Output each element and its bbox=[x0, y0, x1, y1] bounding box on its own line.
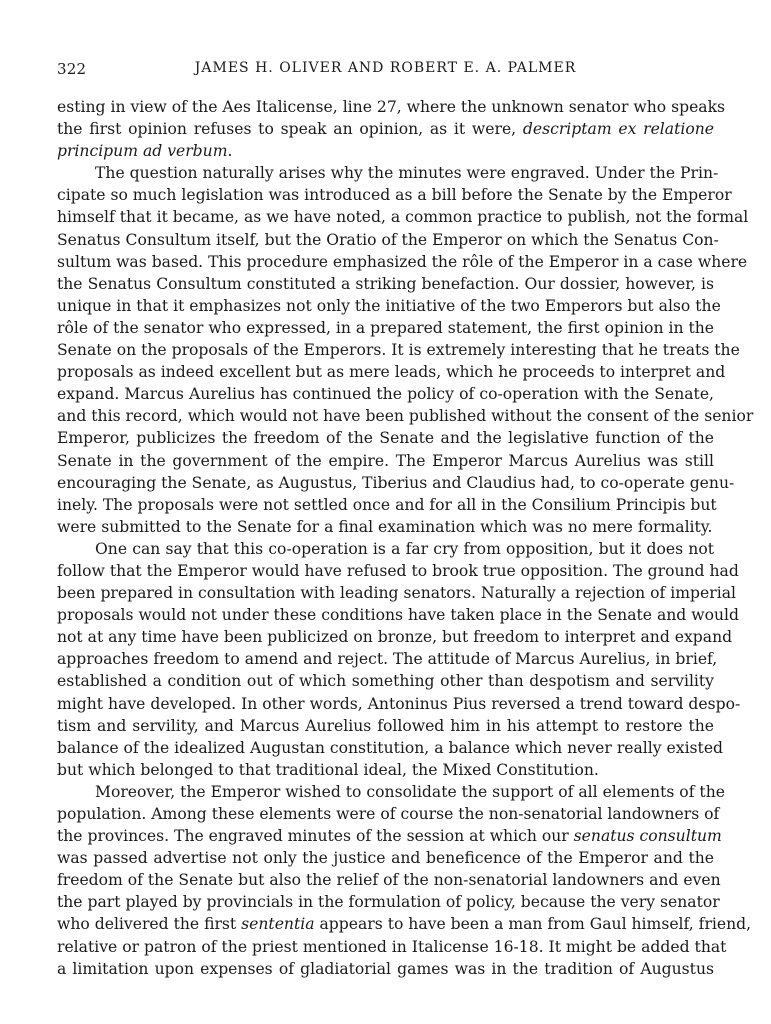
text-line: One can say that this co-operation is a far cry from opposition, but it does not bbox=[95, 539, 714, 558]
text-line: who delivered the first sententia appears to have been a man from Gaul himself, friend, bbox=[57, 915, 752, 934]
text-line: proposals would not under these conditions have taken place in the Senate and would bbox=[57, 606, 739, 625]
text-line: Moreover, the Emperor wished to consolidate the support of all elements of the bbox=[95, 782, 725, 801]
running-head: JAMES H. OLIVER AND ROBERT E. A. PALMER bbox=[194, 60, 577, 76]
text-line: was passed advertise not only the justice and beneficence of the Emperor and the bbox=[57, 849, 714, 868]
text-line: the Senatus Consultum constituted a striking benefaction. Our dossier, however, is bbox=[57, 274, 714, 293]
text-line: encouraging the Senate, as Augustus, Tiberius and Claudius had, to co-operate genu- bbox=[57, 473, 735, 492]
text-line: established a condition out of which something other than despotism and servility bbox=[57, 672, 714, 691]
text-line: been prepared in consultation with leading senators. Naturally a rejection of imperial bbox=[57, 584, 736, 603]
text-line: esting in view of the Aes Italicense, line 27, where the unknown senator who speaks bbox=[57, 98, 726, 116]
text-line: himself that it became, as we have noted, a common practice to publish, not the formal bbox=[57, 208, 749, 227]
text-line: balance of the idealized Augustan constitution, a balance which never really existed bbox=[57, 738, 724, 757]
text-line: The question naturally arises why the minutes were engraved. Under the Prin- bbox=[95, 164, 719, 183]
text-line: proposals as indeed excellent but as mere leads, which he proceeds to interpret and bbox=[57, 363, 726, 382]
text-line: unique in that it emphasizes not only the initiative of the two Emperors but also the bbox=[57, 296, 721, 315]
text-line: expand. Marcus Aurelius has continued the policy of co-operation with the Senate, bbox=[57, 385, 714, 404]
text-line: approaches freedom to amend and reject. The attitude of Marcus Aurelius, in brief, bbox=[57, 650, 718, 669]
text-line: sultum was based. This procedure emphasized the rôle of the Emperor in a case where bbox=[57, 252, 748, 271]
text-line: the part played by provincials in the formulation of policy, because the very senator bbox=[57, 893, 720, 912]
page-number: 322 bbox=[57, 60, 87, 78]
text-line: the provinces. The engraved minutes of the session at which our senatus consultum bbox=[57, 827, 722, 846]
text-line: follow that the Emperor would have refused to brook true opposition. The ground had bbox=[57, 561, 739, 580]
text-line: freedom of the Senate but also the relief of the non-senatorial landowners and even bbox=[57, 871, 721, 890]
text-line: population. Among these elements were of course the non-senatorial landowners of bbox=[57, 805, 720, 823]
text-line: and this record, which would not have been published without the consent of the senior bbox=[57, 407, 754, 426]
text-line: relative or patron of the priest mentioned in Italicense 16-18. It might be added that bbox=[57, 937, 727, 956]
body-text bbox=[57, 96, 754, 980]
text-line: might have developed. In other words, Antoninus Pius reversed a trend toward despo- bbox=[57, 694, 741, 713]
text-line: rôle of the senator who expressed, in a prepared statement, the first opinion in the bbox=[57, 318, 714, 337]
text-line: the first opinion refuses to speak an opinion, as it were, descriptam ex relatione bbox=[57, 120, 714, 139]
text-line: Senatus Consultum itself, but the Oratio of the Emperor on which the Senatus Con- bbox=[57, 230, 719, 249]
text-line: a limitation upon expenses of gladiatorial games was in the tradition of Augustus bbox=[57, 959, 714, 978]
page-header bbox=[57, 60, 714, 84]
text-line: Senate in the government of the empire. The Emperor Marcus Aurelius was still bbox=[57, 451, 714, 470]
text-line: inely. The proposals were not settled once and for all in the Consilium Principis but bbox=[57, 495, 717, 514]
text-line: principum ad verbum. bbox=[57, 142, 233, 161]
text-line: were submitted to the Senate for a final examination which was no mere formality. bbox=[57, 517, 713, 536]
text-line: Senate on the proposals of the Emperors. It is extremely interesting that he treats the bbox=[57, 341, 740, 360]
text-line: cipate so much legislation was introduced as a bill before the Senate by the Emperor bbox=[57, 186, 732, 205]
text-line: but which belonged to that traditional ideal, the Mixed Constitution. bbox=[57, 760, 599, 779]
text-line: not at any time have been publicized on bronze, but freedom to interpret and expand bbox=[57, 628, 733, 647]
text-line: tism and servility, and Marcus Aurelius followed him in his attempt to restore the bbox=[57, 716, 714, 735]
text-line: Emperor, publicizes the freedom of the Senate and the legislative function of the bbox=[57, 429, 714, 448]
